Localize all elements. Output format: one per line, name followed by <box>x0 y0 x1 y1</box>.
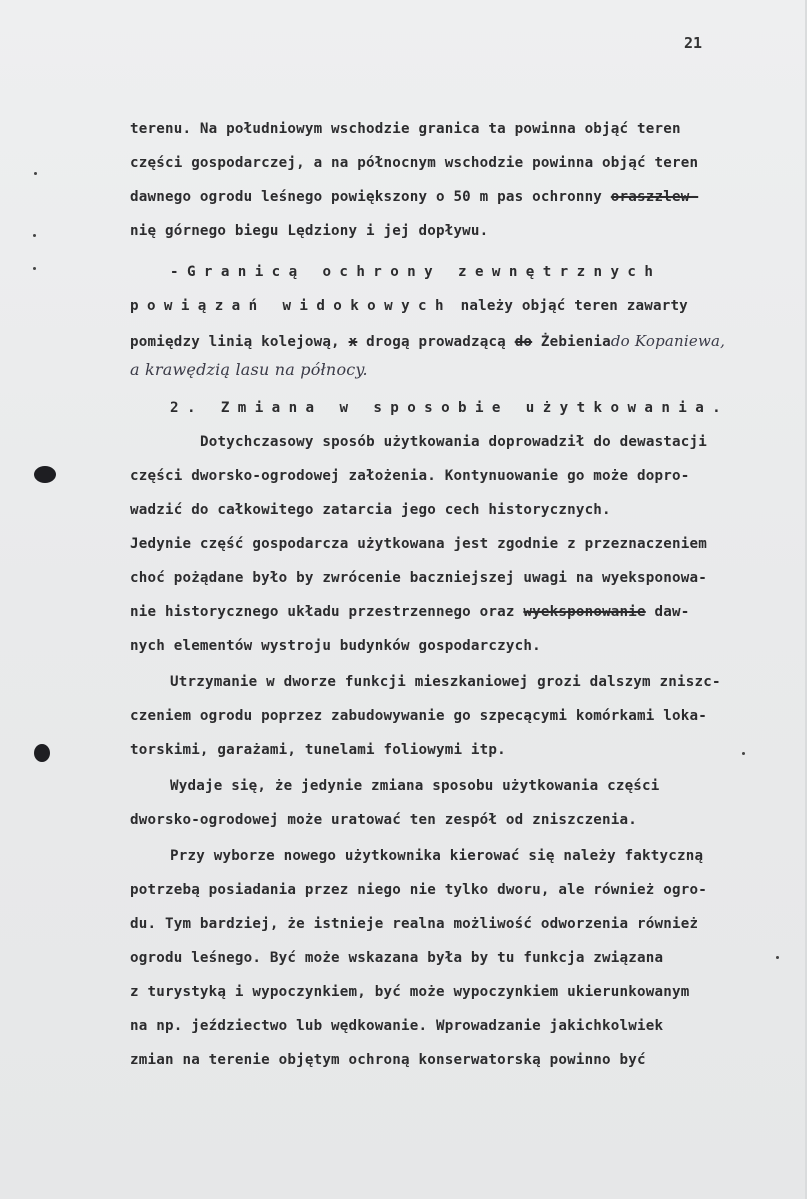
struck-word-oraszzlew: oraszzlew- <box>610 189 699 205</box>
text-line-28: zmian na terenie objętym ochroną konserwatorską powinno być <box>130 1052 646 1068</box>
text-line-26: z turystyką i wypoczynkiem, być może wypoczynkiem ukierunkowanym <box>130 984 690 1000</box>
section-2-number: 2. Zmiana <box>170 400 323 416</box>
speck <box>776 956 779 959</box>
handwritten-line: a krawędzią lasu na północy. <box>130 360 368 379</box>
text-line-24: du. Tym bardziej, że istnieje realna możliwość odworzenia również <box>130 916 699 932</box>
text-line-20: Wydaje się, że jedynie zmiana sposobu użytkowania części <box>170 778 660 794</box>
text-line-19: torskimi, garażami, tunelami foliowymi itp. <box>130 742 506 758</box>
text-line-2: części gospodarczej, a na północnym wschodzie powinna objąć teren <box>130 155 699 171</box>
text-line-10: Dotychczasowy sposób użytkowania doprowadził do dewastacji <box>200 434 708 450</box>
spaced-heading-1: -Granicą ochrony zewnętrznych <box>170 264 662 280</box>
text-line-15-a: nie historycznego układu przestrzennego oraz <box>130 604 515 620</box>
page-number: 21 <box>684 34 703 52</box>
handwritten-insert: do Kopaniewa, <box>610 332 726 350</box>
text-line-14: choć pożądane było by zwrócenie baczniejszej uwagi na wyeksponowa- <box>130 570 707 586</box>
text-line-13: Jedynie część gospodarcza użytkowana jest zgodnie z przeznaczeniem <box>130 536 707 552</box>
text-line-18: czeniem ogrodu poprzez zabudowywanie go szpecącymi komórkami loka- <box>130 708 707 724</box>
punch-hole-bottom <box>34 744 50 762</box>
text-line-3 <box>130 189 698 205</box>
text-line-16: nych elementów wystroju budynków gospodarczych. <box>130 638 541 654</box>
text-line-11: części dworsko-ogrodowej założenia. Kontynuowanie go może dopro- <box>130 468 690 484</box>
speck <box>34 172 37 175</box>
text-line-1: terenu. Na południowym wschodzie granica ta powinna objąć teren <box>130 121 681 137</box>
speck <box>33 267 36 270</box>
text-line-4: nię górnego biegu Lędziony i jej dopływu. <box>130 223 489 239</box>
text-line-6-rest: należy objąć teren zawarty <box>460 298 688 314</box>
struck-wyeksponowanie: wyeksponowanie <box>523 604 646 620</box>
text-line-7-b: drogą prowadzącą <box>366 334 506 350</box>
text-line-23: potrzebą posiadania przez niego nie tylko dworu, ale również ogro- <box>130 882 707 898</box>
text-line-21: dworsko-ogrodowej może uratować ten zespół od zniszczenia. <box>130 812 638 828</box>
text-line-7 <box>130 332 725 350</box>
speck <box>742 752 745 755</box>
text-line-7-c: Żebienia <box>540 334 611 350</box>
section-2-heading <box>170 400 729 416</box>
text-line-27: na np. jeździectwo lub wędkowanie. Wprowadzanie jakichkolwiek <box>130 1018 664 1034</box>
text-line-6 <box>130 298 688 314</box>
text-line-17: Utrzymanie w dworze funkcji mieszkaniowej grozi dalszym zniszc- <box>170 674 721 690</box>
spaced-heading-2: powiązań widokowych <box>130 298 452 314</box>
text-line-22: Przy wyborze nowego użytkownika kierować się należy faktyczną <box>170 848 704 864</box>
speck <box>33 234 36 237</box>
struck-do: do <box>514 334 533 350</box>
text-line-15-b: daw- <box>654 604 690 620</box>
text-line-12: wadzić do całkowitego zatarcia jego cech historycznych. <box>130 502 611 518</box>
struck-x: x <box>348 334 358 350</box>
punch-hole-top <box>34 466 56 483</box>
text-line-3-main: dawnego ogrodu leśnego powiększony o 50 m pas ochronny <box>130 189 603 205</box>
section-2-title: w sposobie użytkowania. <box>339 400 730 416</box>
text-line-7-a: pomiędzy linią kolejową, <box>130 334 340 350</box>
text-line-25: ogrodu leśnego. Być może wskazana była by tu funkcja związana <box>130 950 664 966</box>
text-line-15 <box>130 604 690 620</box>
